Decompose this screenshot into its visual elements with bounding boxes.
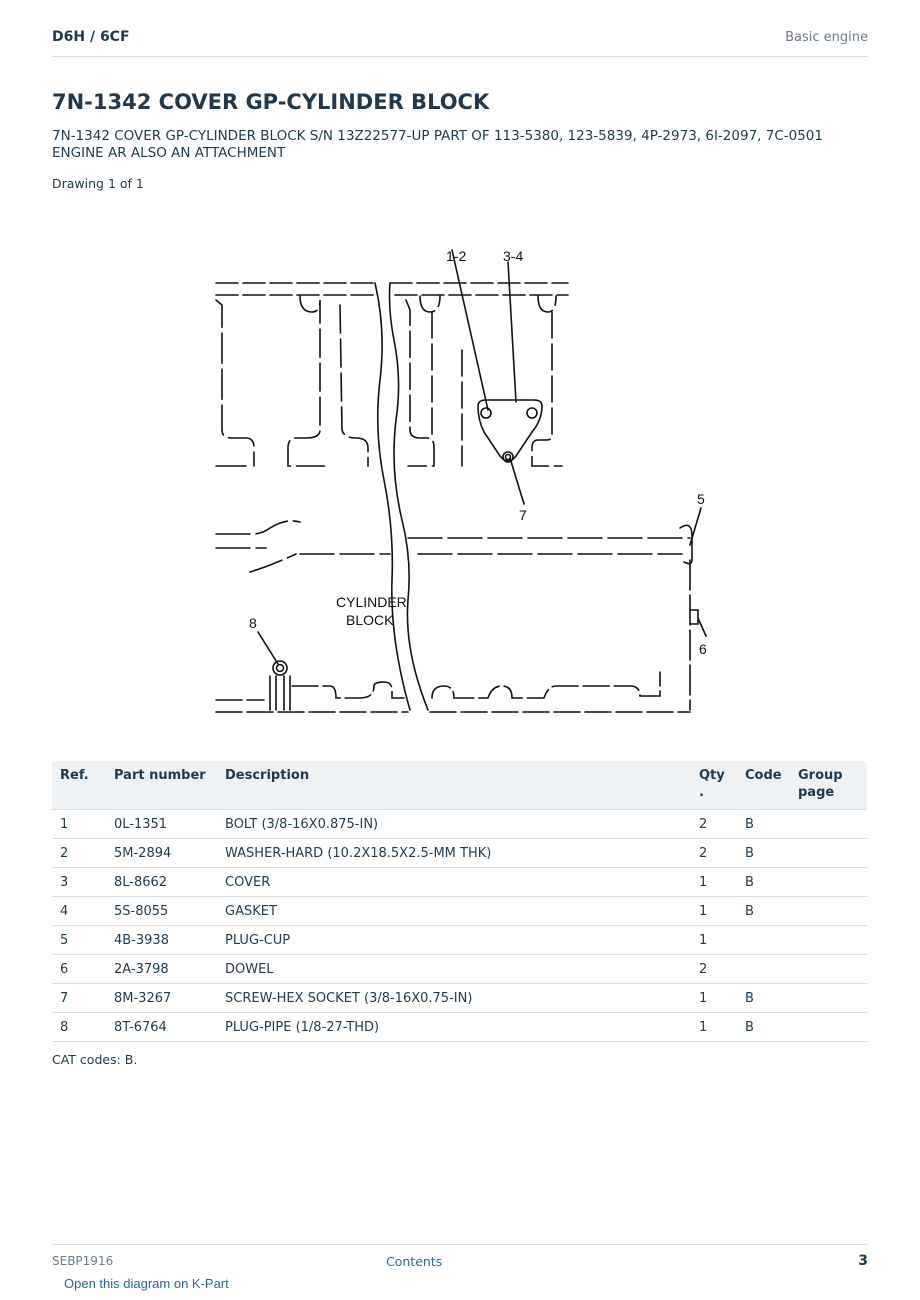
leader-6	[698, 618, 706, 636]
table-row	[52, 839, 867, 868]
block-mid-band	[216, 521, 690, 572]
ref-cell: 3	[52, 868, 106, 897]
block-label-line2: BLOCK	[346, 612, 394, 628]
qty-cell: 1	[691, 926, 737, 955]
code-cell: B	[737, 1013, 790, 1042]
description-cell: COVER	[217, 868, 691, 897]
group-page-cell	[790, 955, 867, 984]
code-cell	[737, 955, 790, 984]
parts-table	[52, 761, 867, 1042]
block-top-edge	[216, 283, 568, 295]
pipe-plug	[273, 661, 287, 675]
part-number-cell: 8T-6764	[106, 1013, 217, 1042]
col-description: Description	[217, 761, 691, 810]
cover-bolt-right	[527, 408, 537, 418]
cylinder-bore-left	[216, 300, 254, 466]
group-page-cell	[790, 1013, 867, 1042]
table-row	[52, 955, 867, 984]
page-header	[52, 28, 868, 57]
callout-6: 6	[699, 641, 707, 657]
callout-8: 8	[249, 615, 257, 631]
part-number-cell: 5M-2894	[106, 839, 217, 868]
group-page-cell	[790, 868, 867, 897]
ref-cell: 2	[52, 839, 106, 868]
ref-cell: 1	[52, 810, 106, 839]
page-subtitle: 7N-1342 COVER GP-CYLINDER BLOCK S/N 13Z22577-UP PART OF 113-5380, 123-5839, 4P-2973, 6I-2097, 7C-0501 ENGINE AR ALSO AN ATTACHMENT	[52, 128, 823, 161]
part-number-cell: 8M-3267	[106, 984, 217, 1013]
col-qty: Qty .	[691, 761, 737, 810]
qty-cell: 1	[691, 897, 737, 926]
ref-cell: 7	[52, 984, 106, 1013]
description-cell: GASKET	[217, 897, 691, 926]
qty-cell: 2	[691, 839, 737, 868]
code-cell: B	[737, 897, 790, 926]
page-title: 7N-1342 COVER GP-CYLINDER BLOCK	[52, 90, 490, 114]
col-ref: Ref.	[52, 761, 106, 810]
drawing-label: Drawing 1 of 1	[52, 176, 144, 191]
block-label-line1: CYLINDER	[336, 594, 407, 610]
col-part-number: Part number	[106, 761, 217, 810]
callout-7: 7	[519, 507, 527, 523]
code-cell: B	[737, 839, 790, 868]
description-cell: SCREW-HEX SOCKET (3/8-16X0.75-IN)	[217, 984, 691, 1013]
ref-cell: 5	[52, 926, 106, 955]
ref-cell: 6	[52, 955, 106, 984]
col-group-page: Group page	[790, 761, 867, 810]
table-row	[52, 897, 867, 926]
leader-7	[510, 458, 524, 504]
table-row	[52, 810, 867, 839]
group-page-cell	[790, 810, 867, 839]
kpart-link[interactable]: Open this diagram on K-Part	[64, 1276, 229, 1291]
callout-1-2: 1-2	[446, 248, 467, 264]
qty-cell: 1	[691, 868, 737, 897]
cover-bolt-left	[481, 408, 491, 418]
codes-note: CAT codes: B.	[52, 1052, 138, 1067]
part-number-cell: 5S-8055	[106, 897, 217, 926]
parts-diagram	[200, 220, 720, 720]
code-cell	[737, 926, 790, 955]
group-page-cell	[790, 984, 867, 1013]
document-id: SEBP1916	[52, 1254, 114, 1268]
description-cell: PLUG-CUP	[217, 926, 691, 955]
cylinder-bore-right-a	[406, 296, 440, 466]
table-row	[52, 868, 867, 897]
leader-1-2	[452, 250, 488, 410]
part-number-cell: 0L-1351	[106, 810, 217, 839]
ref-cell: 8	[52, 1013, 106, 1042]
callout-3-4: 3-4	[503, 248, 524, 264]
table-row	[52, 1013, 867, 1042]
callout-5: 5	[697, 491, 705, 507]
section-label: Basic engine	[785, 30, 868, 45]
break-line-left	[375, 283, 410, 710]
qty-cell: 1	[691, 1013, 737, 1042]
cylinder-bore-mid	[288, 296, 368, 466]
leader-5	[690, 508, 701, 545]
description-cell: BOLT (3/8-16X0.875-IN)	[217, 810, 691, 839]
description-cell: DOWEL	[217, 955, 691, 984]
group-page-cell	[790, 897, 867, 926]
group-page-cell	[790, 839, 867, 868]
qty-cell: 1	[691, 984, 737, 1013]
model-label: D6H / 6CF	[52, 29, 130, 45]
page-footer	[52, 1244, 868, 1275]
leader-8	[258, 632, 278, 664]
page-number: 3	[858, 1253, 868, 1269]
part-number-cell: 4B-3938	[106, 926, 217, 955]
description-cell: WASHER-HARD (10.2X18.5X2.5-MM THK)	[217, 839, 691, 868]
contents-link[interactable]: Contents	[386, 1254, 443, 1269]
block-bottom-edge	[216, 672, 690, 712]
code-cell: B	[737, 810, 790, 839]
group-page-cell	[790, 926, 867, 955]
col-code: Code	[737, 761, 790, 810]
table-header-row	[52, 761, 867, 810]
part-number-cell: 2A-3798	[106, 955, 217, 984]
ref-cell: 4	[52, 897, 106, 926]
qty-cell: 2	[691, 810, 737, 839]
table-row	[52, 984, 867, 1013]
description-cell: PLUG-PIPE (1/8-27-THD)	[217, 1013, 691, 1042]
code-cell: B	[737, 868, 790, 897]
code-cell: B	[737, 984, 790, 1013]
part-number-cell: 8L-8662	[106, 868, 217, 897]
qty-cell: 2	[691, 955, 737, 984]
table-row	[52, 926, 867, 955]
